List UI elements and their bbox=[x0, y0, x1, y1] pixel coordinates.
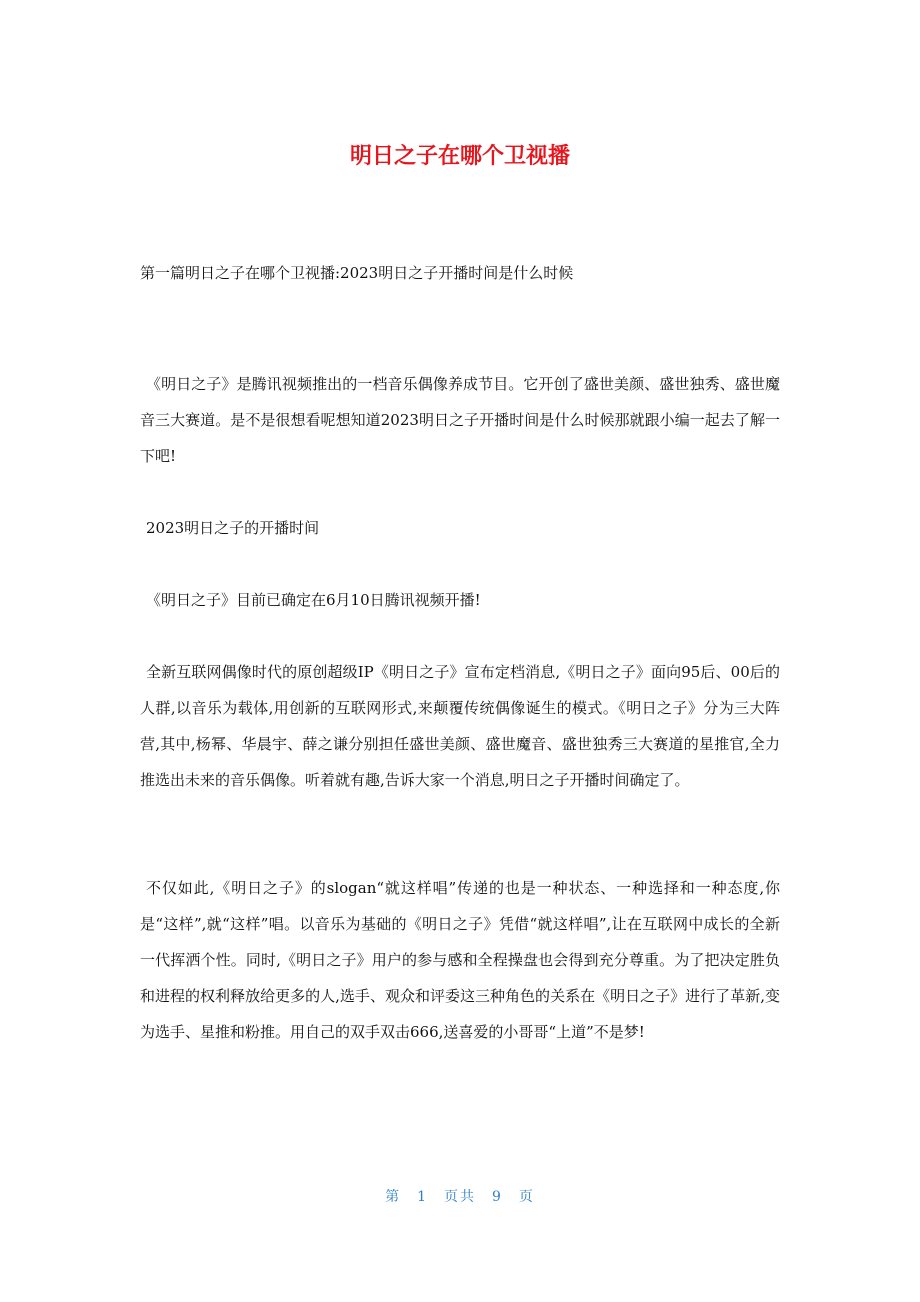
paragraph-text: 《明日之子》是腾讯视频推出的一档音乐偶像养成节目。它开创了盛世美颜、盛世独秀、盛世魔音三大赛道。是不是很想看呢想知道2023明日之子开播时间是什么时候那就跟小编一起去了解一下吧! bbox=[140, 375, 780, 465]
paragraph-announcement bbox=[140, 654, 780, 798]
paragraph-text: 《明日之子》目前已确定在6月10日腾讯视频开播! bbox=[146, 591, 481, 609]
footer-prefix: 第 bbox=[385, 1189, 402, 1205]
document-subtitle: 第一篇明日之子在哪个卫视播:2023明日之子开播时间是什么时候 bbox=[140, 264, 574, 282]
paragraph-text: 不仅如此,《明日之子》的slogan“就这样唱”传递的也是一种状态、一种选择和一种态度,你是“这样”,就“这样”唱。以音乐为基础的《明日之子》凭借“就这样唱”,让在互联网中成长的全新一代挥洒个性。同时,《明日之子》用户的参与感和全程操盘也会得到充分尊重。为了把决定胜负和进程的权利释放给更多的人,选手、观众和评委这三种角色的关系在《明日之子》进行了革新,变为选手、星推和粉推。用自己的双手双击666,送喜爱的小哥哥“上道”不是梦! bbox=[140, 879, 780, 1041]
footer-current-page: 1 bbox=[417, 1189, 428, 1205]
footer-suffix: 页 bbox=[518, 1189, 535, 1205]
paragraph-slogan bbox=[140, 870, 780, 1050]
paragraph-text: 2023明日之子的开播时间 bbox=[146, 519, 320, 537]
paragraph-heading bbox=[140, 510, 780, 546]
page-footer bbox=[0, 1185, 920, 1209]
footer-mid: 页共 bbox=[444, 1189, 476, 1205]
footer-total-pages: 9 bbox=[492, 1189, 503, 1205]
paragraph-intro bbox=[140, 366, 780, 474]
paragraph-text: 全新互联网偶像时代的原创超级IP《明日之子》宣布定档消息,《明日之子》面向95后、00后的人群,以音乐为载体,用创新的互联网形式,来颠覆传统偶像诞生的模式。《明日之子》分为三大阵营,其中,杨幂、华晨宇、薛之谦分别担任盛世美颜、盛世魔音、盛世独秀三大赛道的星推官,全力推选出未来的音乐偶像。听着就有趣,告诉大家一个消息,明日之子开播时间确定了。 bbox=[140, 663, 780, 789]
paragraph-date bbox=[140, 582, 780, 618]
document-title: 明日之子在哪个卫视播 bbox=[349, 144, 570, 169]
